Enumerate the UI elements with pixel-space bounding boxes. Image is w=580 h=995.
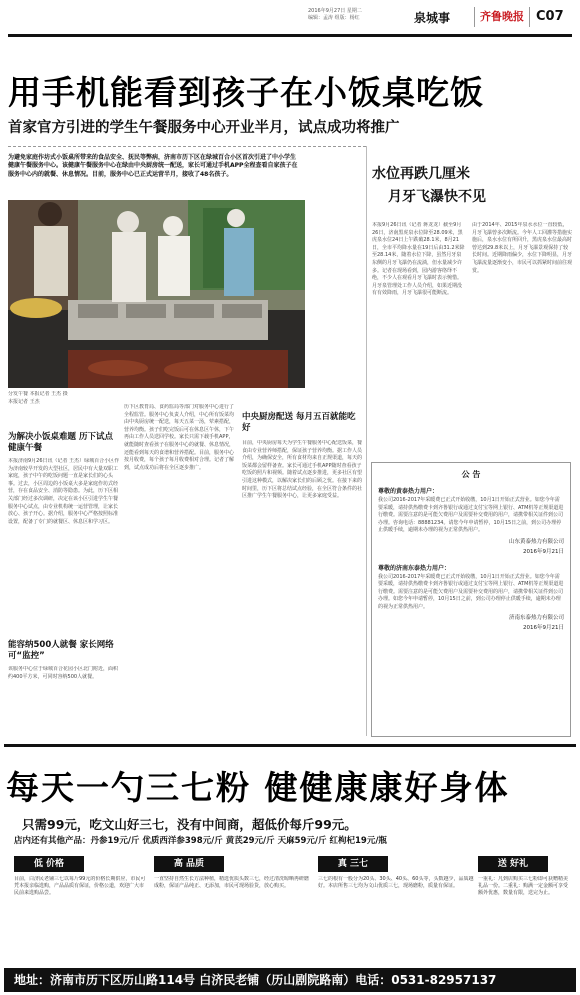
- article-text: 本报济南9月26日讯（记者 王杰）绿城百合小区作为济南较早开发的大型社区，居民中有大量双职工家庭，孩子中午的吃饭问题一直是家长们的心头事。过去，小区周边的小饭桌大多是家庭作坊式经营，存在食品安全、消防等隐患。为此，历下区相关部门经过多次调研，决定在该小区引进学生午餐服务中心试点，由专业机构统一运营管理，让家长放心、孩子开心。据介绍，服务中心严格按照标准设置，配备了专门的就餐区、休息区和学习区。: [8, 458, 120, 525]
- announcement-item: [378, 486, 564, 555]
- divider: [8, 146, 366, 147]
- side-story-text: 本报9月26日讯（记者 蒋龙龙）截至9月26日，济南黑虎泉水位降至28.09米，黑虎泉水位24日上午跌破28.1米，8月21日，全市平均降水量在19日后由31.2米降至28.14米，随着水位下降，虽然月牙泉东侧的月牙飞瀑仍在流淌，但水量减少许多。记者在现场看到，园内游客络绎不绝，不少人在观看月牙飞瀑时表示惋惜。月牙泉管理处工作人员介绍，如果近期没有有效降雨，月牙飞瀑很可能断流。: [372, 222, 465, 297]
- issue-date: 2016年9月27日 星期二: [308, 8, 362, 14]
- announcement-body: 我公司2016-2017年采暖费已正式开始收缴，10月1日开始正式营业。如您今年需要采暖，请持供热缴费卡到齐鲁银行或通过支付宝等网上银行、ATM机等正规渠道进行缴费。需要注意的是可能欠费用户及需要补交费用的用户，请携带相关证件到公司办理。咨询电话：88881234。请您今年申请暂停，10月15日之前，到公司办理停止供暖手续，逾期未办理的视为正常供热用户。: [378, 497, 564, 533]
- ad-text: 一重礼：凡到店购买三七粉即可获赠精美礼品一份。二重礼：购满一定金额可享受额外优惠，数量有限，送完为止。: [478, 876, 569, 897]
- section-subhead: 为解决小饭桌难题 历下试点健康午餐: [8, 432, 113, 453]
- ad-headline: 每天一勺三七粉 健健康康好身体: [6, 768, 510, 807]
- ad-tag: 真 三七: [318, 856, 388, 872]
- ad-tag: 高 品质: [154, 856, 224, 872]
- ad-address-bar: 地址：济南市历下区历山路114号 白济民老铺（历山剧院路南）电话：0531-82957137: [4, 968, 576, 992]
- news-photo: [8, 200, 305, 388]
- ad-price-line: 只需99元，吃文山好三七，没有中间商，超低价每斤99元。: [22, 817, 357, 832]
- announcement-date: 2016年9月21日: [523, 548, 564, 555]
- article-column: [242, 404, 362, 734]
- page-number: C07: [536, 9, 564, 24]
- side-story-headline: 水位再跌几厘米: [372, 166, 470, 182]
- side-story-text: 由于2014年、2015年泉水水位一直较低，月牙飞瀑曾多次断流。今年人工回灌等措施实施后，泉水水位有所回升，黑虎泉水位最高时曾达到29.8米以上，月牙飞瀑景观保持了较长时间。近期降雨偏少，水位下降明显，月牙飞瀑流量逐渐变小，市民可以抓紧时间前往观赏。: [472, 222, 572, 274]
- announcement-item: [378, 563, 564, 632]
- announcement-box: [371, 462, 571, 737]
- article-text: 目前，中央厨房每天为学生午餐服务中心配送饭菜，餐食由专业营养师搭配，保证孩子营养均衡。据工作人员介绍，为确保安全，所有食材均来自正规渠道，每天的饭菜都会留样备查。家长可通过手机APP随时查看孩子吃饭的照片和视频。随着试点逐步推进，更多社区有望引进这种模式，以解决家长们的后顾之忧。在接下来的时间里，历下区将总结试点经验，在全区符合条件的社区推广学生午餐服务中心，让更多家庭受益。: [242, 440, 362, 500]
- section-subhead: 中央厨房配送 每月五百就能吃好: [242, 412, 356, 433]
- announcement-recipient: 尊敬的黄泰热力用户：: [378, 488, 439, 495]
- column-rule: [366, 146, 367, 736]
- ad-text: 目前，白济民老铺三七以每斤99元的价格长期供应，市民可凭本报亲临选购，产品品质有保证，价格公道，欢迎广大市民前来选购品尝。: [14, 876, 146, 897]
- announcement-recipient: 尊敬的济南东泰热力用户：: [378, 564, 451, 572]
- kitchen-scene-image: [8, 200, 305, 388]
- masthead-rule: [8, 34, 572, 37]
- editor-credit: 编辑：孟涛 组版：杨红: [308, 15, 360, 21]
- announcement-date: 2016年9月21日: [523, 625, 564, 631]
- caption-line: 本报记者 王杰: [8, 398, 40, 405]
- subheadline: 首家官方引进的学生午餐服务中心开业半月，试点成功将推广: [8, 120, 400, 136]
- section-subhead: 能容纳500人就餐 家长网络可“监控”: [8, 640, 114, 661]
- article-text: 该服务中心位于绿城百合花园小区北门附近，面积约400平方米，可同时容纳500人就餐。: [8, 666, 119, 680]
- ad-text: 三七的根有一般分为20头、30头、40头、60头等，头数越少，品质越好。本店所售三七均为文山优质三七，现场磨粉，质量有保证。: [318, 876, 474, 890]
- announcement-signer: 山东黄泰热力有限公司: [508, 538, 564, 545]
- main-headline: 用手机能看到孩子在小饭桌吃饭: [8, 73, 484, 112]
- side-story-subheadline: 月牙飞瀑快不见: [388, 189, 486, 205]
- ad-tag: 低 价格: [14, 856, 84, 872]
- lead-paragraph: 为避免家庭作坊式小饭桌所带来的食品安全、抚民等弊病，济南市历下区在绿城百合小区首次引进了中小学生健康午餐服务中心。该健康午餐服务中心在绿由中央厨房统一配送，家长可通过手机APP全程查看自家孩子在服务中心内的就餐、休息情况。目前，服务中心已正式运营半月，接收了48名孩子。: [8, 154, 298, 178]
- announcement-body: 我公司2016-2017年采暖费已正式开始收缴，10月1日开始正式营业。如您今年需要采暖，请持供热缴费卡到齐鲁银行或通过支付宝等网上银行、ATM机等正规渠道进行缴费。需要注意的是可能欠费用户及需要补交费用的用户，请携带相关证件到公司办理。如您今年申请暂停，10月15日之前，到公司办理停止供暖手续，逾期未办理的视为正常供热用户。: [378, 573, 564, 610]
- announcement-title: 公 告: [461, 470, 481, 479]
- article-column: [8, 404, 120, 724]
- article-column: 历下区教育局、食药监局等部门对服务中心进行了全程监管。服务中心负责人介绍，中心所有饭菜均由中央厨房统一配送，每天五菜一汤，荤素搭配，营养均衡。孩子们吃完饭后可在休息区午休，下午再由工作人员送回学校。家长只需下载手机APP，就能随时查看孩子在服务中心的就餐、休息情况，还能看到每天的食谱和营养搭配。目前，服务中心按月收费，每个孩子每月收费相对合理。记者了解到，试点成功后将在全区逐步推广。: [124, 404, 235, 471]
- caption-line: 分发午餐 本报记者 王杰 摄: [8, 391, 68, 397]
- ad-tag: 送 好礼: [478, 856, 548, 872]
- ad-product-line: 店内还有其他产品：丹参19元/斤 优质西洋参398元/斤 黄芪29元/斤 天麻59元/斤 红枸杞19元/瓶: [14, 836, 387, 846]
- ad-text: 一直坚持自然生长方法种植，精选优质头数三七，经过清洗晾晒再研磨成粉，保证产品纯正、无添加，市民可现场验货，放心购买。: [154, 876, 310, 890]
- newspaper-logo: 齐鲁晚报: [474, 7, 530, 27]
- announcement-signer: 济南东泰热力有限公司: [508, 615, 564, 621]
- date-line: [308, 8, 408, 22]
- section-title: 泉城事: [414, 11, 451, 25]
